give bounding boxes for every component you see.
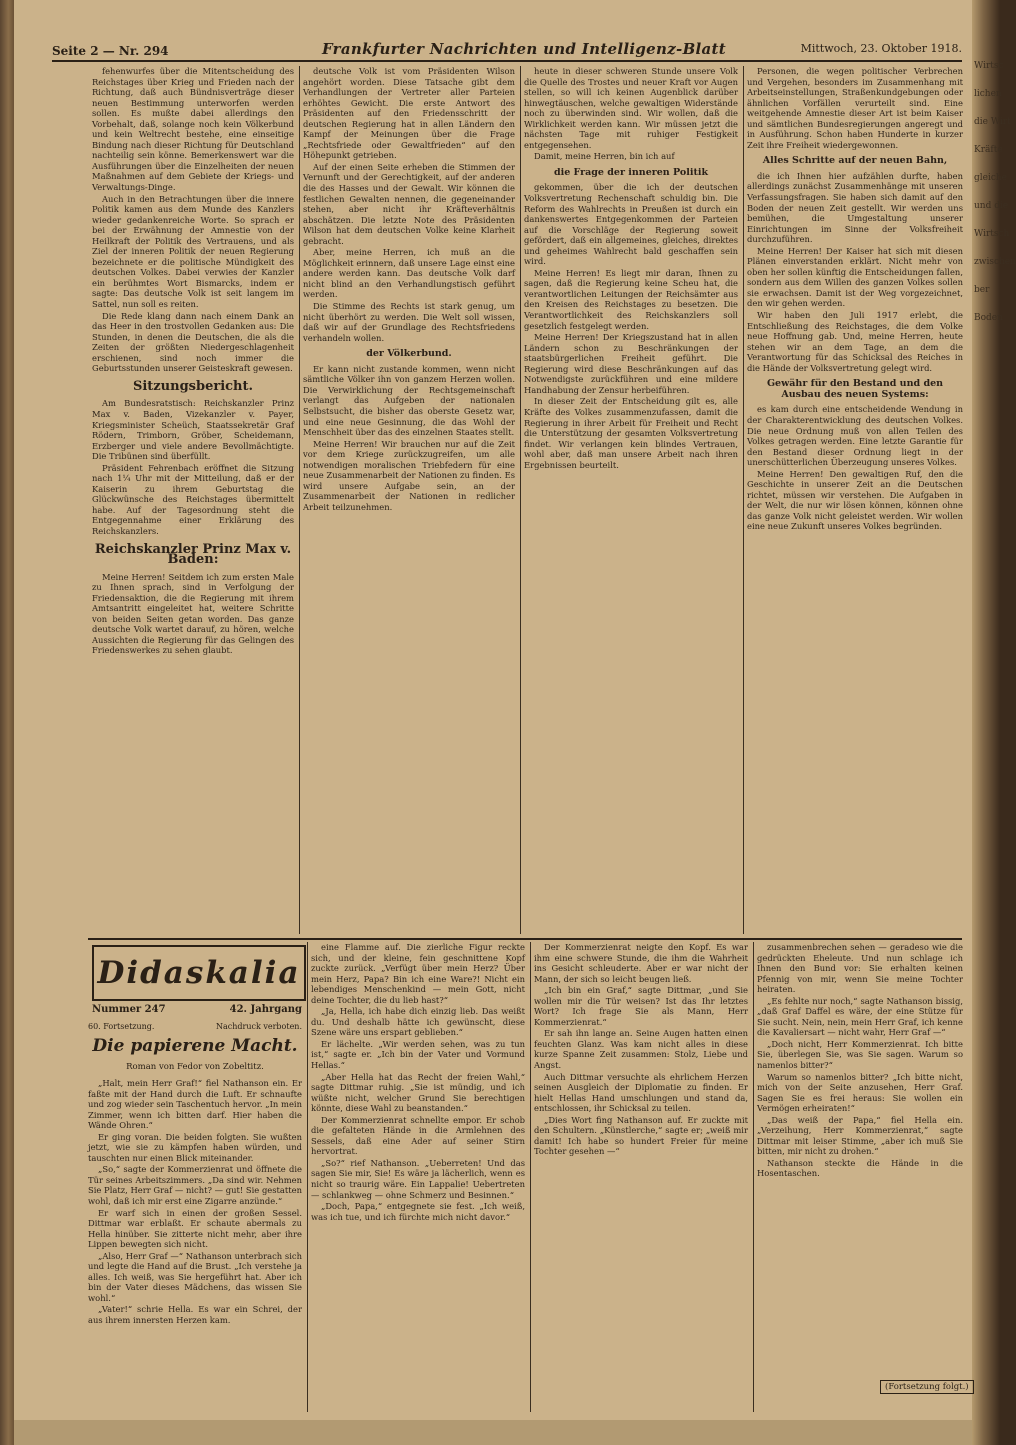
paragraph: „So,“ sagte der Kommerzienrat und öffnete die Tür seines Arbeitszimmers. „Da sind wir. Nehmen Sie Platz, Herr Graf — nicht? — gut! Sie gestatten wohl, daß ich mir erst eine Zigarre anzünde.“ [88,1164,302,1207]
continuation-number: 60. Fortsetzung. [88,1022,155,1031]
page-number: Seite 2 — Nr. 294 [52,44,169,58]
paragraph: Der Kommerzienrat neigte den Kopf. Es war ihm eine schwere Stunde, die ihm die Wahrheit ins Gesicht schleuderte. Aber er war nicht der Mann, der sich so leicht beugen ließ. [534,942,748,984]
paragraph: Präsident Fehrenbach eröffnet die Sitzung nach 1¼ Uhr mit der Mitteilung, daß er der Kaiserin zu ihrem Geburtstag die Glückwünsche des Reichstages übermittelt habe. Auf der Tagesordnung steht die Entgegennahme einer Erklärung des Reichskanzlers. [92,462,294,536]
paragraph: eine Flamme auf. Die zierliche Figur reckte sich, und der kleine, fein geschnittene Kopf zuckte zurück. „Verfügt über mein Herz? Über mein Herz, Papa? Bin ich eine Ware?! Nicht ein lebendiges Menschenkind — mein Gott, nicht deine Tochter, die du lieb hast?“ [311,942,525,1005]
edge-text-fragment: gleiche [974,173,1008,183]
page-bottom-margin [14,1420,972,1445]
paragraph: Auch Dittmar versuchte als ehrlichem Herzen seinen Ausgleich der Diplomatie zu finden. Er hielt Hellas Hand umschlungen und stand da, entschlossen, ihr Schicksal zu teilen. [534,1071,748,1114]
paragraph: Meine Herren! Es liegt mir daran, Ihnen zu sagen, daß die Regierung keine Scheu hat, die verantwortlichen Leitungen der Reichsämter aus den Kreisen des Reichstages zu besetzen. Die Verantwortlichkeit des Reichskanzlers soll gesetzlich festgelegt werden. [524,267,738,331]
paragraph: Die Rede klang dann nach einem Dank an das Heer in den trostvollen Gedanken aus: Die Stunden, in denen die Deutschen, die als die Zeiten der größten Niedergeschlagenheit erschienen, sind noch immer die Geburtsstunden unserer Geisteskraft gewesen. [92,310,294,374]
edge-text-fragment: zwischen [974,257,1016,267]
paragraph: Die Stimme des Rechts ist stark genug, um nicht überhört zu werden. Die Welt soll wissen, daß wir auf der Grundlage des Rechtsfriedens verhandeln wollen. [303,301,515,343]
section-heading: Reichskanzler Prinz Max v. Baden: [94,541,292,568]
paragraph: „So?“ rief Nathanson. „Ueberreten! Und das sagen Sie mir, Sie! Es wäre ja lächerlich, wenn es nicht so traurig wäre. Ein Lappalie! Uebertreten — schlankweg — ohne Schmerz und Besinnen.“ [311,1157,525,1200]
paragraph: Er lächelte. „Wir werden sehen, was zu tun ist,“ sagte er. „Ich bin der Vater und Vormund Hellas.“ [311,1038,525,1071]
paragraph: Warum so namenlos bitter? „Ich bitte nicht, mich von der Seite anzusehen, Herr Graf. Sagen Sie es frei heraus: Sie wollen ein Vermögen erheiraten!“ [757,1071,963,1114]
paragraph: Wir haben den Juli 1917 erlebt, die Entschließung des Reichstages, die dem Volke neue Hoffnung gab. Und, meine Herren, heute stehen wir an dem Tage, an dem die Verantwortung für das Schicksal des Reiches in die Hände der Volksvertretung gelegt wird. [747,310,963,373]
next-page-edge [972,0,1016,1445]
paragraph: Er sah ihn lange an. Seine Augen hatten einen feuchten Glanz. Was kam nicht alles in diese kurze Spanne Zeit zusammen: Stolz, Liebe und Angst. [534,1028,748,1071]
column-4 [747,66,963,934]
page-binding [0,0,14,1445]
column-1 [92,66,294,934]
section-heading: Alles Schritte auf der neuen Bahn, [762,155,948,167]
section-heading: der Völkerbund. [366,348,452,360]
paragraph: Nathanson steckte die Hände in die Hosentaschen. [757,1157,963,1179]
paragraph: „Es fehlte nur noch,“ sagte Nathanson bissig, „daß Graf Daffel es wäre, der eine Stütze für Sie sucht. Nein, nein, mein Herr Graf, ich kenne die Kavaliersart — nicht wahr, Herr Graf —“ [757,995,963,1038]
paragraph: Auch in den Betrachtungen über die innere Politik kamen aus dem Munde des Kanzlers wieder gedankenreiche Worte. So sprach er bei der Erwähnung der Amnestie von der Heilkraft der Politik des Vertrauens, und als Ziel der inneren Politik der neuen Regierung bezeichnete er die politische Mündigkeit des deutschen Volkes. Dabei verwies der Kanzler ein berühmtes Wort Bismarcks, indem er sagte: Das deutsche Volk ist seit langem im Sattel, nun soll es reiten. [92,193,294,310]
edge-text-fragment: Wirtsch [974,229,1010,239]
issue-date: Mittwoch, 23. Oktober 1918. [800,42,962,55]
column-2 [303,66,515,934]
edge-text-fragment: Kräfte [974,145,1003,155]
column-rule [307,942,308,1412]
paragraph: „Vater!“ schrie Hella. Es war ein Schrei, der aus ihrem innersten Herzen kam. [88,1304,302,1326]
column-rule [753,942,754,1412]
paragraph: die ich Ihnen hier aufzählen durfte, haben allerdings zunächst Zusammenhänge mit unseren Verfassungsfragen. Sie haben sich damit auf den Boden der neuen Zeit gestellt. Wir werden uns bemühen, die Umgestaltung unserer Einrichtungen im Sinne der Volksfreiheit durchzuführen. [747,170,963,245]
paragraph: deutsche Volk ist vom Präsidenten Wilson angehört worden. Diese Tatsache gibt dem Verhandlungen der Vertreter aller Parteien erhöhtes Gewicht. Die erste Antwort des Präsidenten auf den Friedensschritt der deutschen Regierung hat in allen Ländern den Kampf der Meinungen über die Frage „Rechtsfriede oder Gewaltfrieden“ auf den Höhepunkt getrieben. [303,66,515,161]
paragraph: Er warf sich in einen der großen Sessel. Dittmar war erblaßt. Er schaute abermals zu Hella hinüber. Sie zitterte nicht mehr, aber ihre Lippen bewegten sich nicht. [88,1207,302,1250]
paragraph: fehenwurfes über die Mitentscheidung des Reichstages über Krieg und Frieden nach der Richtung, daß auch Bündnisverträge dieser neuen Bestimmung unterworfen werden sollen. Es mußte dabei allerdings den Vorbehalt, daß, solange noch kein Völkerbund und kein Weltrecht bestehe, eine einseitige Bindung nach dieser Richtung für Deutschland nachteilig sein könne. Bemerkenswert war die Ausführungen über die Einzelheiten der neuen Maßnahmen auf dem Gebiete der Kriegs- und Verwaltungs-Dinge. [92,66,294,193]
paragraph: Meine Herren! Der Kriegszustand hat in allen Ländern schon zu Beschränkungen der staatsbürgerlichen Freiheit geführt. Die Regierung wird diese Beschränkungen auf das Notwendigste zurückführen und eine mildere Handhabung der Zensur herbeiführen. [524,332,738,395]
section-heading: Gewähr für den Bestand und den Ausbau des neuen Systems: [766,378,944,400]
novel-author: Roman von Fedor von Zobeltitz. [126,1062,264,1072]
column-rule [530,942,531,1412]
to-be-continued: (Fortsetzung folgt.) [880,1380,974,1394]
paragraph: „Ja, Hella, ich habe dich einzig lieb. Das weißt du. Und deshalb hätte ich gewünscht, diese Szene wäre uns erspart geblieben.“ [311,1006,525,1038]
paragraph: „Das weiß der Papa,“ fiel Hella ein. „Verzeihung, Herr Kommerzienrat,“ sagte Dittmar mit leiser Stimme, „aber ich muß Sie bitten, mir nicht zu drohen.“ [757,1114,963,1157]
column-rule [299,66,300,934]
edge-text-fragment: die Wirt [974,117,1011,127]
paragraph: In dieser Zeit der Entscheidung gilt es, alle Kräfte des Volkes zusammenzufassen, damit die Regierung in ihrer Arbeit für Freiheit und Recht die Unterstützung der gesamten Volksvertretung findet. Wir verlangen kein blindes Vertrauen, wohl aber, daß man unsere Arbeit nach ihren Ergebnissen beurteilt. [524,396,738,470]
paragraph: „Doch, Papa,“ entgegnete sie fest. „Ich weiß, was ich tue, und ich fürchte mich nicht davor.“ [311,1201,525,1222]
reprint-notice: Nachdruck verboten. [215,1022,302,1031]
column-rule [520,66,521,934]
paper-title: Frankfurter Nachrichten und Intelligenz-Blatt [322,40,727,58]
paragraph: Personen, die wegen politischer Verbrechen und Vergehen, besonders im Zusammenhang mit Arbeitseinstellungen, Straßenkundgebungen oder ähnlichen Vorfällen verurteilt sind. Eine weitgehende Amnestie dieser Art ist beim Kaiser und sämtlichen Bundesregierungen angeregt und in Ausführung. Schon haben Hunderte in kurzer Zeit ihre Freiheit wiedergewonnen. [747,66,963,150]
novel-title: Die papierene Macht. [92,1036,298,1056]
paragraph: „Ich bin ein Graf,“ sagte Dittmar, „und Sie wollen mir die Tür weisen? Ist das Ihr letztes Wort? Ich frage Sie als Mann, Herr Kommerzienrat.“ [534,985,748,1027]
paragraph: Meine Herren! Wir brauchen nur auf die Zeit vor dem Kriege zurückzugreifen, um alle notwendigen moralischen Triebfedern für eine neue Zusammenarbeit der Nationen zu finden. Es wird unsere Aufgabe sein, an der Zusammenarbeit der Nationen in redlicher Arbeit teilzunehmen. [303,438,515,512]
volume-year: 42. Jahrgang [229,1004,302,1015]
paragraph: zusammenbrechen sehen — geradeso wie die gedrückten Eheleute. Und nun schlage ich Ihnen den Bund vor: Sie erhalten keinen Pfennig von mir, wenn Sie meine Tochter heiraten. [757,942,963,995]
section-heading: Sitzungsbericht. [132,378,254,394]
column-3 [524,66,738,934]
paragraph: Meine Herren! Der Kaiser hat sich mit diesen Plänen einverstanden erklärt. Nicht mehr von oben her sollen künftig die Entscheidungen fallen, sondern aus dem Willen des ganzen Volkes sollen sie erwachsen. Damit ist der Weg vorgezeichnet, den wir gehen werden. [747,245,963,309]
edge-text-fragment: lichen [974,89,1002,99]
paragraph: Meine Herren! Den gewaltigen Ruf, den die Geschichte in unserer Zeit an die Deutschen richtet, müssen wir verstehen. Die Aufgaben in der Welt, die nur wir lösen können, können ohne das ganze Volk nicht geleistet werden. Wir wollen eine neue Zukunft unseres Volkes begründen. [747,468,963,532]
masthead [52,38,962,62]
paragraph: „Dies Wort fing Nathanson auf. Er zuckte mit den Schultern. „Künstlerche,“ sagte er; „weiß mir damit! Ich habe so hundert Freier für meine Tochter gesehen —“ [534,1114,748,1157]
feuilleton-column-1 [88,1078,302,1408]
edge-text-fragment: Wirtsc [974,61,1004,71]
paragraph: es kam durch eine entscheidende Wendung in der Charakterentwicklung des deutschen Volkes. Die neue Ordnung muß von allen Teilen des Volkes getragen werden. Eine letzte Garantie für den Bestand dieser Ordnung liegt in der unerschütterlichen Überzeugung unseres Volkes. [747,404,963,468]
paragraph: Meine Herren! Seitdem ich zum ersten Male zu Ihnen sprach, sind in Verfolgung der Friedensaktion, die die Regierung mit ihrem Amtsantritt eingeleitet hat, weitere Schritte von beiden Seiten getan worden. Das ganze deutsche Volk wartet darauf, zu hören, welche Aussichten die Regierung für das Gelingen des Friedenswerkes zu sehen glaubt. [92,571,294,656]
edge-text-fragment: Boden [974,313,1003,323]
paragraph: „Doch nicht, Herr Kommerzienrat. Ich bitte Sie, überlegen Sie, was Sie sagen. Warum so namenlos bitter?“ [757,1038,963,1071]
issue-number: Nummer 247 [92,1004,166,1015]
paragraph: Er ging voran. Die beiden folgten. Sie wußten jetzt, wie sie zu kämpfen haben würden, und tauschten nur einen Blick miteinander. [88,1131,302,1163]
feuilleton-title: Didaskalia [92,945,306,1001]
feuilleton-column-4 [757,942,963,1376]
paragraph: Auf der einen Seite erheben die Stimmen der Vernunft und der Gerechtigkeit, auf der anderen die des Hasses und der Gewalt. Wir können die festlichen Gewalten nennen, die gegeneinander stehen, aber nicht ihr Kräfteverhältnis abschätzen. Die letzte Note des Präsidenten Wilson hat dem deutschen Volke keine Klarheit gebracht. [303,161,515,246]
edge-text-fragment: ber [974,285,990,295]
paragraph: heute in dieser schweren Stunde unsere Volk die Quelle des Trostes und neuer Kraft vor Augen stellen, so will ich keinen Augenblick darüber hinwegtäuschen, welche gewaltigen Widerstände noch zu überwinden sind. Wir wollen, daß die Wirklichkeit werden kann. Wir müssen jetzt die nächsten Tage mit ruhiger Festigkeit entgegensehen. [524,66,738,150]
feuilleton-rule [88,938,962,940]
paragraph: Der Kommerzienrat schnellte empor. Er schob die gefalteten Hände in die Armlehnen des Sessels, daß eine Ader auf seiner Stirn hervortrat. [311,1114,525,1157]
paragraph: Am Bundesratstisch: Reichskanzler Prinz Max v. Baden, Vizekanzler v. Payer, Kriegsminister Scheüch, Staatssekretär Graf Rödern, Trimborn, Gröber, Scheidemann, Erzberger und viele andere Bevollmächtigte. Die Tribünen sind überfüllt. [92,398,294,462]
paragraph: Er kann nicht zustande kommen, wenn nicht sämtliche Völker ihn von ganzem Herzen wollen. Die Verwirklichung der Rechtsgemeinschaft verlangt das Aufgeben der nationalen Selbstsucht, die bisher das oberste Gesetz war, und eine neue Gesinnung, die das Wohl der Menschheit über das des einzelnen Staates stellt. [303,363,515,438]
feuilleton-column-2 [311,942,525,1410]
paragraph: Damit, meine Herren, bin ich auf [534,151,675,162]
paragraph: „Also, Herr Graf —“ Nathanson unterbrach sich und legte die Hand auf die Brust. „Ich verstehe ja alles. Ich weiß, was Sie hergeführt hat. Aber ich bin der Vater dieses Mädchens, das wissen Sie wohl.“ [88,1250,302,1303]
column-rule [743,66,744,934]
section-heading: die Frage der inneren Politik [553,166,709,178]
paragraph: gekommen, über die ich der deutschen Volksvertretung Rechenschaft schuldig bin. Die Reform des Wahlrechts in Preußen ist durch ein dankenswertes Entgegenkommen der Parteien auf die Vorschläge der Regierung soweit gefördert, daß ein allgemeines, gleiches, direktes und geheimes Wahlrecht bald geschaffen sein wird. [524,182,738,267]
paragraph: „Aber Hella hat das Recht der freien Wahl,“ sagte Dittmar ruhig. „Sie ist mündig, und ich wüßte nicht, welcher Grund Sie berechtigen könnte, diese Wahl zu beanstanden.“ [311,1071,525,1114]
feuilleton-column-3 [534,942,748,1410]
paragraph: „Halt, mein Herr Graf!“ fiel Nathanson ein. Er faßte mit der Hand durch die Luft. Er schnaufte und zog wieder sein Taschentuch hervor. „In mein Zimmer, wenn ich bitten darf. Hier haben die Wände Ohren.“ [88,1078,302,1131]
edge-text-fragment: und die [974,201,1009,211]
paragraph: Aber, meine Herren, ich muß an die Möglichkeit erinnern, daß unsere Lage einst eine andere werden kann. Das deutsche Volk darf nicht blind an den Verhandlungstisch geführt werden. [303,247,515,300]
